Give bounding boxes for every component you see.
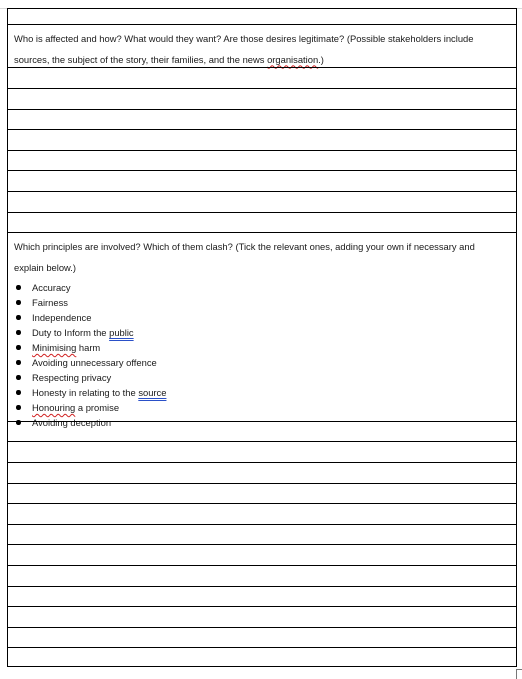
table-row[interactable]: [8, 67, 516, 88]
table-row[interactable]: [8, 8, 516, 24]
table-row[interactable]: [8, 586, 516, 606]
table-row[interactable]: [8, 462, 516, 483]
principle-item: Avoiding deception: [14, 415, 510, 430]
spelling-flag[interactable]: Honouring: [32, 402, 76, 413]
table-row[interactable]: [8, 421, 516, 441]
principle-item: Avoiding unnecessary offence: [14, 355, 510, 370]
principles-list: [14, 280, 510, 430]
principle-item: Minimising harm: [14, 340, 510, 355]
principle-item: Respecting privacy: [14, 370, 510, 385]
table-row[interactable]: [8, 606, 516, 627]
table-row[interactable]: [8, 212, 516, 232]
grammar-flag[interactable]: source: [138, 387, 167, 398]
table-row[interactable]: [8, 441, 516, 462]
table-row[interactable]: [8, 109, 516, 129]
stakeholders-question-line1: Who is affected and how? What would they want? Are those desires legitimate? (Possible stakeholders include: [14, 33, 474, 44]
principle-item: Honouring a promise: [14, 400, 510, 415]
principle-item: Accuracy: [14, 280, 510, 295]
table-row[interactable]: [8, 129, 516, 150]
principle-item: Honesty in relating to the source: [14, 385, 510, 400]
grammar-flag[interactable]: public: [109, 327, 134, 338]
spelling-flag[interactable]: Minimising: [32, 342, 77, 353]
stakeholders-question-cell[interactable]: [8, 24, 516, 67]
table-row[interactable]: [8, 150, 516, 170]
principles-question-line1: Which principles are involved? Which of them clash? (Tick the relevant ones, adding your own if necessary and: [14, 241, 475, 252]
document-table: [7, 8, 517, 667]
table-row[interactable]: [8, 647, 516, 667]
table-row[interactable]: [8, 524, 516, 544]
table-row[interactable]: [8, 627, 516, 647]
principle-item: Duty to Inform the public: [14, 325, 510, 340]
principle-item: Independence: [14, 310, 510, 325]
table-row[interactable]: [8, 88, 516, 109]
spelling-flag[interactable]: organisation: [267, 53, 319, 65]
table-row[interactable]: [8, 565, 516, 586]
table-row[interactable]: [8, 191, 516, 212]
principle-item: Fairness: [14, 295, 510, 310]
table-row[interactable]: [8, 483, 516, 503]
principles-question-cell[interactable]: [8, 232, 516, 428]
table-row[interactable]: [8, 544, 516, 565]
table-row[interactable]: [8, 170, 516, 191]
principles-question-line2: explain below.): [14, 261, 77, 273]
stakeholders-question-line2: sources, the subject of the story, their families, and the news organisation.): [14, 53, 324, 65]
table-row[interactable]: [8, 503, 516, 524]
